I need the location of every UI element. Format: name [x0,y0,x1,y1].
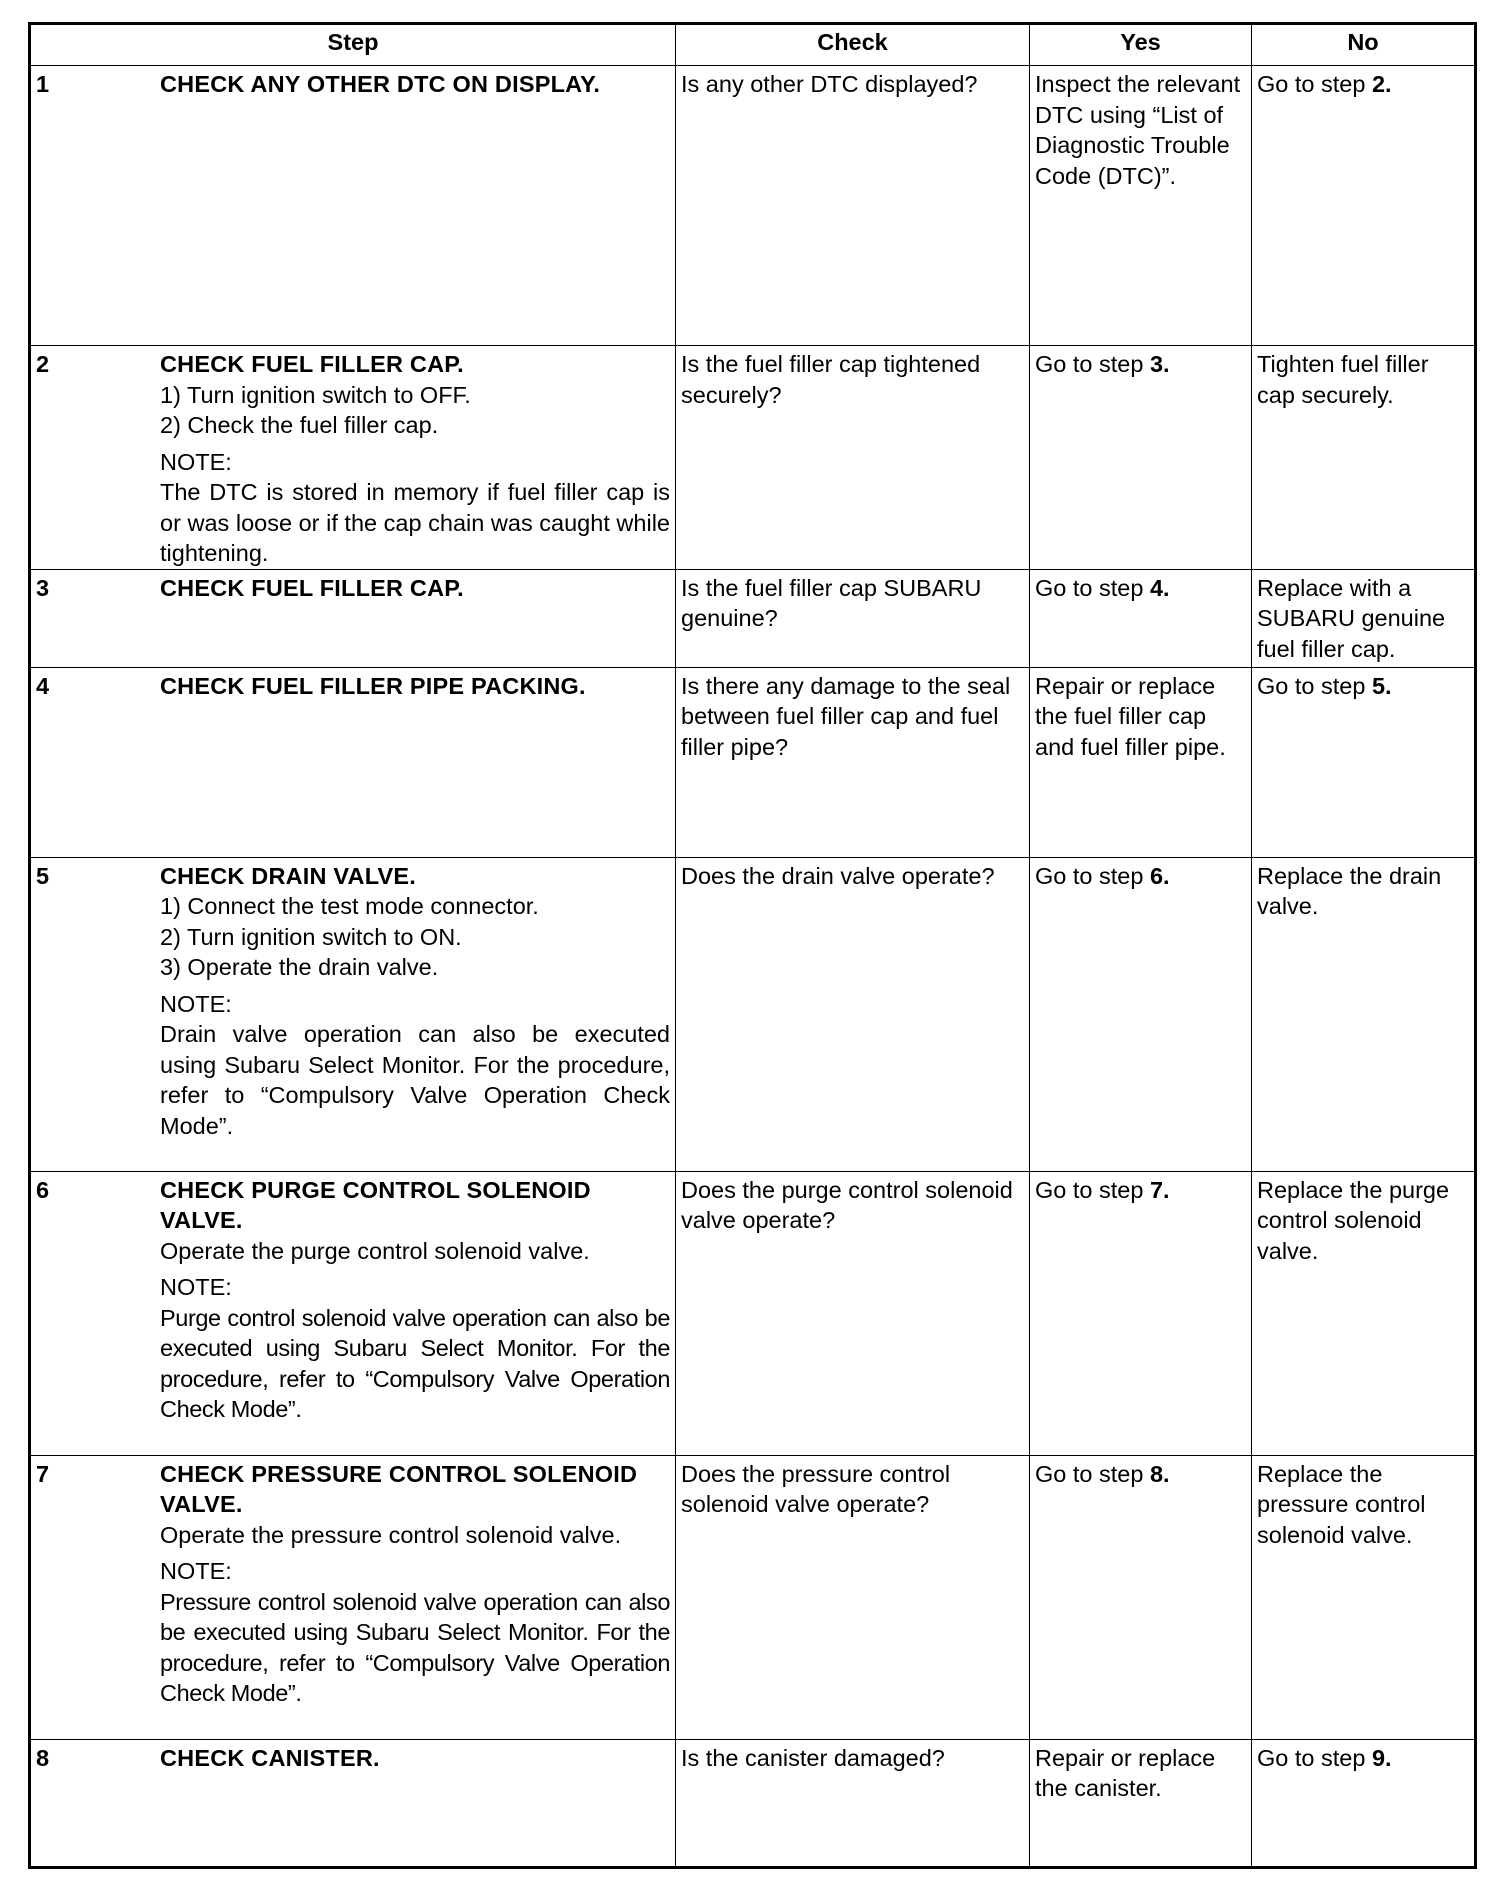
check-cell: Does the pressure control solenoid valve operate? [676,1455,1030,1739]
header-yes: Yes [1030,24,1252,66]
no-cell [1252,667,1476,857]
step-cell [30,1739,676,1867]
step-cell [30,667,676,857]
step-number: 2 [36,351,50,377]
table-row [30,1739,1476,1867]
yes-prefix: Go to step [1035,862,1150,889]
no-cell [1252,66,1476,346]
yes-cell: Inspect the relevant DTC using “List of Diagnostic Trouble Code (DTC)”. [1030,66,1252,346]
step-number: 4 [36,672,50,699]
table-row [30,1455,1476,1739]
yes-cell [1030,857,1252,1171]
check-cell: Is the canister damaged? [676,1739,1030,1867]
yes-step-ref: 6. [1149,862,1170,889]
step-number: 6 [36,1176,50,1203]
step-cell [30,569,676,667]
table-row [30,1171,1476,1455]
no-prefix: Go to step [1257,1744,1372,1771]
substep: 2) Turn ignition switch to ON. [160,923,462,950]
diagnostic-table [28,22,1477,1869]
step-title: CHECK FUEL FILLER PIPE PACKING. [160,672,586,699]
yes-cell [1030,346,1252,570]
no-cell [1252,1739,1476,1867]
table-row [30,346,1476,570]
table-row [30,667,1476,857]
yes-cell [1030,569,1252,667]
step-cell [30,857,676,1171]
check-cell: Is any other DTC displayed? [676,66,1030,346]
check-cell: Is the fuel filler cap tightened securely? [676,346,1030,570]
header-check: Check [676,24,1030,66]
yes-cell [1030,1455,1252,1739]
step-number: 5 [36,862,50,889]
step-number: 3 [36,574,50,601]
step-number: 8 [36,1744,50,1771]
substep: 1) Turn ignition switch to OFF. [160,381,471,408]
yes-cell: Repair or replace the canister. [1030,1739,1252,1867]
step-title: CHECK ANY OTHER DTC ON DISPLAY. [160,71,601,97]
step-number: 1 [36,71,50,97]
yes-prefix: Go to step [1035,1460,1150,1487]
check-cell: Does the purge control solenoid valve operate? [676,1171,1030,1455]
no-cell: Replace the purge control solenoid valve. [1252,1171,1476,1455]
step-title: CHECK FUEL FILLER CAP. [160,574,464,601]
yes-cell: Repair or replace the fuel filler cap and fuel filler pipe. [1030,667,1252,857]
no-prefix: Go to step [1257,71,1372,97]
step-title: CHECK DRAIN VALVE. [160,862,417,889]
note-text: Purge control solenoid valve operation can also be executed using Subaru Select Monitor. For the procedure, refer to “Compulsory Valve Operation Check Mode”. [160,1304,670,1422]
note-text: Pressure control solenoid valve operation can also be executed using Subaru Select Monitor. For the procedure, refer to “Compulsory Valve Operation Check Mode”. [160,1588,670,1706]
substep: 1) Connect the test mode connector. [160,893,539,919]
no-cell: Replace the drain valve. [1252,857,1476,1171]
step-cell [30,66,676,346]
step-title: CHECK PURGE CONTROL SOLENOID VALVE. [160,1176,591,1233]
header-no: No [1252,24,1476,66]
note-text: The DTC is stored in memory if fuel filler cap is or was loose or if the cap chain was caught while tightening. [160,479,670,566]
note-label: NOTE: [160,990,232,1017]
no-step-ref: 2. [1371,71,1392,97]
table-row [30,857,1476,1171]
step-number: 7 [36,1460,50,1487]
step-title: CHECK CANISTER. [160,1744,380,1771]
note-label: NOTE: [160,1274,232,1300]
check-cell: Is the fuel filler cap SUBARU genuine? [676,569,1030,667]
substep: 2) Check the fuel filler cap. [160,412,439,438]
substep: 3) Operate the drain valve. [160,954,439,980]
yes-prefix: Go to step [1035,351,1150,377]
step-cell [30,1171,676,1455]
step-cell [30,346,676,570]
no-prefix: Go to step [1257,672,1372,699]
no-cell: Tighten fuel filler cap securely. [1252,346,1476,570]
check-cell: Does the drain valve operate? [676,857,1030,1171]
yes-prefix: Go to step [1035,1176,1150,1203]
no-cell: Replace with a SUBARU genuine fuel filler cap. [1252,569,1476,667]
no-step-ref: 9. [1371,1744,1392,1771]
check-cell: Is there any damage to the seal between fuel filler cap and fuel filler pipe? [676,667,1030,857]
substep: Operate the pressure control solenoid valve. [160,1521,622,1548]
yes-step-ref: 3. [1149,351,1170,377]
substep: Operate the purge control solenoid valve. [160,1237,590,1264]
note-label: NOTE: [160,448,232,475]
table-header-row [30,24,1476,66]
step-cell [30,1455,676,1739]
yes-cell [1030,1171,1252,1455]
step-title: CHECK FUEL FILLER CAP. [160,351,464,377]
yes-prefix: Go to step [1035,574,1150,601]
note-text: Drain valve operation can also be executed using Subaru Select Monitor. For the procedure, refer to “Compulsory Valve Operation Check Mode”. [160,1021,670,1139]
no-cell: Replace the pressure control solenoid valve. [1252,1455,1476,1739]
no-step-ref: 5. [1371,672,1392,699]
yes-step-ref: 8. [1149,1460,1170,1487]
step-title: CHECK PRESSURE CONTROL SOLENOID VALVE. [160,1460,638,1517]
table-row [30,569,1476,667]
yes-step-ref: 7. [1149,1176,1170,1203]
note-label: NOTE: [160,1558,232,1584]
yes-step-ref: 4. [1149,574,1170,601]
table-row [30,66,1476,346]
header-step: Step [30,24,676,66]
